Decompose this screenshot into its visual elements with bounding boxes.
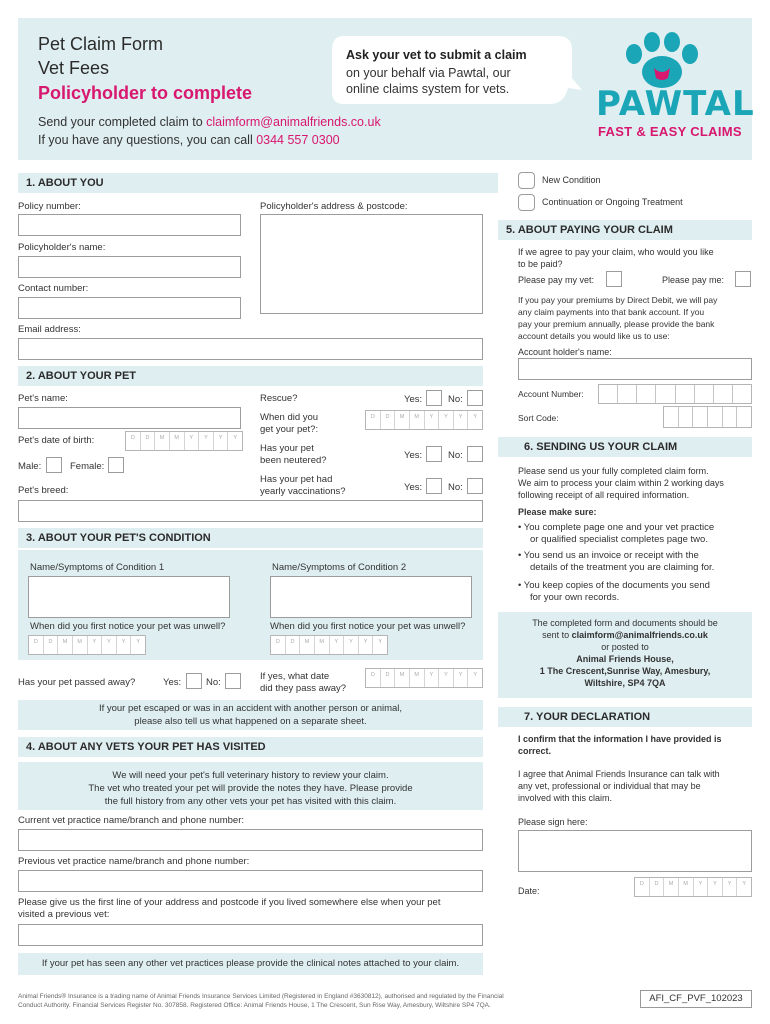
n1-y4: Y [136,639,141,645]
email-label: Email address: [18,324,81,335]
dob-y2: Y [199,432,214,450]
bullet-2-b: details of the treatment you are claiming for. [530,562,715,573]
account-number-input[interactable] [598,384,752,404]
when-got-date[interactable] [365,410,483,430]
postal-panel [498,612,752,698]
dob-y1: Y [185,432,200,450]
got-m2: M [410,411,425,429]
dd-text-4: account details you would like us to use: [518,331,670,341]
section-6-header: 6. SENDING US YOUR CLAIM [498,437,752,457]
contact-label: Contact number: [18,283,89,294]
other-address-label-2: visited a previous vet: [18,909,110,920]
footer-line-2: Conduct Authority. Financial Services Register No. 307858. Registered Office: Animal Friends House, 1 The Crescent, Sun Rise Way, Amesbury, Wiltshire SP4 7QA. [18,1002,491,1009]
pa-y4: Y [473,672,478,678]
other-address-label-1: Please give us the first line of your address and postcode if you lived somewhere else when your pet [18,897,441,908]
rescue-no-label: No: [448,394,463,405]
new-condition-checkbox[interactable] [518,172,535,189]
footer-legal [18,992,618,1010]
confirm-text-2: correct. [518,746,552,756]
dd-y1: Y [694,878,709,896]
female-label: Female: [70,461,105,472]
phone-number[interactable]: 0344 557 0300 [256,133,340,147]
n1-y1: Y [88,636,103,654]
dd-m1: M [664,878,679,896]
pay-question-2: to be paid? [518,259,563,269]
n2-d2: D [286,636,301,654]
got-y2: Y [439,411,454,429]
pa-y2: Y [439,669,454,687]
paw-icon [612,32,712,90]
breed-input[interactable] [18,500,483,522]
if-yes-label-2: did they pass away? [260,683,347,694]
name-input[interactable] [18,256,241,278]
current-vet-input[interactable] [18,829,483,851]
section-5-header: 5. ABOUT PAYING YOUR CLAIM [498,220,752,240]
dob-y4: Y [233,435,238,441]
section-3-header: 3. ABOUT YOUR PET'S CONDITION [18,528,483,548]
vacc-yes-checkbox[interactable] [426,478,442,494]
neutered-no-label: No: [448,450,463,461]
bullet-1: • You complete page one and your vet practice [518,522,715,533]
dd-text-3: pay your premium annually, please provide the bank [518,319,715,329]
notice-2-label: When did you first notice your pet was unwell? [270,621,466,632]
got-y4: Y [473,414,478,420]
pet-dob-date[interactable] [125,431,243,451]
new-condition-label: New Condition [542,175,601,185]
n1-d2: D [44,636,59,654]
account-number-label: Account Number: [518,389,584,399]
escaped-note [18,700,483,730]
pa-m2: M [410,669,425,687]
notice-2-date[interactable] [270,635,388,655]
form-subtitle: Vet Fees [38,58,110,78]
notice-1-date[interactable] [28,635,146,655]
holder-label: Account holder's name: [518,347,612,357]
agree-text-2: any vet, professional or individual that may be [518,781,701,791]
n2-y3: Y [359,636,374,654]
send-text-2: We aim to process your claim within 2 working days [518,478,724,488]
sent-email-link[interactable]: claimform@animalfriends.co.uk [571,630,708,640]
neutered-yes-label: Yes: [404,450,423,461]
address-line-3: Wiltshire, SP4 7QA [584,678,666,688]
clinical-note: If your pet has seen any other vet practices please provide the clinical notes attached to your claim. [18,953,483,975]
n1-y3: Y [117,636,132,654]
pay-me-label: Please pay me: [662,275,725,285]
passed-yes-checkbox[interactable] [186,673,202,689]
sort-digit [664,407,679,427]
declaration-date[interactable] [634,877,752,897]
current-vet-label: Current vet practice name/branch and phone number: [18,815,245,826]
dd-m2: M [679,878,694,896]
pawtal-tagline: FAST & EASY CLAIMS [598,124,742,139]
bubble-heading: Ask your vet to submit a claim [346,48,527,62]
sign-label: Please sign here: [518,817,588,827]
agree-text-1: I agree that Animal Friends Insurance can talk with [518,769,720,779]
questions-line [38,133,340,147]
pa-m1: M [395,669,410,687]
n2-y1: Y [330,636,345,654]
passed-no-label: No: [206,677,221,688]
escaped-note-2: please also tell us what happened on a separate sheet. [134,716,367,727]
dd-d1: D [635,878,650,896]
when-got-label-1: When did you [260,412,319,423]
bullet-3: • You keep copies of the documents you send [518,580,710,591]
vet-note-3: the full history from any other vets your pet has visited with this claim. [104,796,397,807]
dob-d1: D [126,432,141,450]
n2-m2: M [315,636,330,654]
acct-digit [656,385,675,403]
male-label: Male: [18,461,42,472]
dd-text-1: If you pay your premiums by Direct Debit, we will pay [518,295,718,305]
vet-history-note [18,762,483,810]
dd-d2: D [650,878,665,896]
address-line-1: Animal Friends House, [576,654,674,664]
pay-question-1: If we agree to pay your claim, who would you like [518,247,714,257]
form-title: Pet Claim Form [38,34,164,54]
notice-1-label: When did you first notice your pet was unwell? [30,621,226,632]
neutered-label-1: Has your pet [260,443,314,454]
vacc-no-checkbox[interactable] [467,478,483,494]
holder-input[interactable] [518,358,752,380]
policy-number-label: Policy number: [18,201,81,212]
rescue-yes-checkbox[interactable] [426,390,442,406]
got-m1: M [395,411,410,429]
vet-note-1: We will need your pet's full veterinary history to review your claim. [112,770,389,781]
other-address-input[interactable] [18,924,483,946]
n1-d1: D [29,636,44,654]
neutered-label-2: been neutered? [260,455,327,466]
n2-m1: M [300,636,315,654]
policy-number-input[interactable] [18,214,241,236]
name-label: Policyholder's name: [18,242,106,253]
pet-name-input[interactable] [18,407,241,429]
email-input[interactable] [18,338,483,360]
dd-y4: Y [742,881,747,887]
agree-text-3: involved with this claim. [518,793,613,803]
date-label: Date: [518,886,540,896]
acct-digit [676,385,695,403]
if-yes-label-1: If yes, what date [260,671,330,682]
section-1-header: 1. ABOUT YOU [18,173,498,193]
acct-digit [637,385,656,403]
got-y3: Y [454,411,469,429]
breed-label: Pet's breed: [18,485,69,496]
send-prefix: Send your completed claim to [38,115,207,129]
sent-line-1: The completed form and documents should be [532,618,718,628]
n1-m1: M [58,636,73,654]
section-7-header: 7. YOUR DECLARATION [498,707,752,727]
condition-2-input[interactable] [270,576,472,618]
previous-vet-label: Previous vet practice name/branch and phone number: [18,856,250,867]
sort-digit [723,407,738,427]
form-audience: Policyholder to complete [38,83,253,103]
make-sure-label: Please make sure: [518,507,597,517]
bullet-2: • You send us an invoice or receipt with the [518,550,699,561]
address-label: Policyholder's address & postcode: [260,201,408,212]
pay-me-checkbox[interactable] [735,271,751,287]
condition-1-label: Name/Symptoms of Condition 1 [30,562,165,573]
questions-prefix: If you have any questions, you can call [38,133,257,147]
dob-m2: M [170,432,185,450]
passed-away-date[interactable] [365,668,483,688]
send-text-3: following receipt of all required information. [518,490,690,500]
address-input[interactable] [260,214,483,314]
pawtal-logo-text: PAWTAL [596,84,755,124]
vacc-no-label: No: [448,482,463,493]
or-post: or posted to [601,642,649,652]
form-code: AFI_CF_PVF_102023 [640,990,752,1008]
vacc-yes-label: Yes: [404,482,423,493]
signature-input[interactable] [518,830,752,872]
n2-d1: D [271,636,286,654]
dd-y3: Y [723,878,738,896]
claim-email-link[interactable]: claimform@animalfriends.co.uk [206,115,381,129]
confirm-text-1: I confirm that the information I have provided is [518,734,722,744]
acct-digit [599,385,618,403]
neutered-yes-checkbox[interactable] [426,446,442,462]
male-checkbox[interactable] [46,457,62,473]
neutered-no-checkbox[interactable] [467,446,483,462]
female-checkbox[interactable] [108,457,124,473]
rescue-yes-label: Yes: [404,394,423,405]
bubble-line-2: online claims system for vets. [346,82,510,96]
sent-line-2 [498,629,752,641]
n1-m2: M [73,636,88,654]
vacc-label-1: Has your pet had [260,474,333,485]
sort-code-input[interactable] [663,406,752,428]
n1-y2: Y [102,636,117,654]
pet-name-label: Pet's name: [18,393,68,404]
vet-note-2: The vet who treated your pet will provide the notes they have. Please provide [88,783,413,794]
continuation-label: Continuation or Ongoing Treatment [542,197,683,207]
contact-input[interactable] [18,297,241,319]
pa-d2: D [381,669,396,687]
rescue-label: Rescue? [260,393,298,404]
pay-vet-label: Please pay my vet: [518,275,595,285]
send-line [38,115,381,129]
sort-digit [708,407,723,427]
pa-y1: Y [425,669,440,687]
dob-y3: Y [214,432,229,450]
bullet-2-a: You send us an invoice or receipt with the [523,550,699,561]
passed-no-checkbox[interactable] [225,673,241,689]
n2-y2: Y [344,636,359,654]
got-d2: D [381,411,396,429]
bullet-1-b: or qualified specialist completes page two. [530,534,708,545]
sort-digit [679,407,694,427]
when-got-label-2: get your pet?: [260,424,319,435]
sort-code-label: Sort Code: [518,413,559,423]
rescue-no-checkbox[interactable] [467,390,483,406]
bullet-3-a: You keep copies of the documents you send [523,580,710,591]
condition-1-input[interactable] [28,576,230,618]
got-d1: D [366,411,381,429]
sort-digit [737,407,751,427]
section-4-header: 4. ABOUT ANY VETS YOUR PET HAS VISITED [18,737,483,757]
pa-d1: D [366,669,381,687]
passed-away-label: Has your pet passed away? [18,677,136,688]
condition-2-label: Name/Symptoms of Condition 2 [272,562,407,573]
dob-m1: M [155,432,170,450]
dd-text-2: any claim payments into that bank account. If you [518,307,705,317]
vacc-label-2: yearly vaccinations? [260,486,346,497]
previous-vet-input[interactable] [18,870,483,892]
acct-digit [618,385,637,403]
bullet-1-a: You complete page one and your vet practice [523,522,715,533]
footer-line-1: Animal Friends® Insurance is a trading name of Animal Friends Insurance Services Limited (Registered in England #3630812), authorised and regulated by the Financial [18,993,504,1000]
bullet-3-b: for your own records. [530,592,620,603]
got-y1: Y [425,411,440,429]
sort-digit [693,407,708,427]
n2-y4: Y [378,639,383,645]
sent-prefix: sent to [542,630,572,640]
pay-vet-checkbox[interactable] [606,271,622,287]
section-2-header: 2. ABOUT YOUR PET [18,366,483,386]
passed-yes-label: Yes: [163,677,182,688]
acct-digit [733,385,751,403]
pa-y3: Y [454,669,469,687]
pet-dob-label: Pet's date of birth: [18,435,95,446]
continuation-checkbox[interactable] [518,194,535,211]
escaped-note-1: If your pet escaped or was in an accident with another person or animal, [98,703,403,714]
address-line-2: 1 The Crescent,Sunrise Way, Amesbury, [539,666,711,676]
acct-digit [695,385,714,403]
send-text-1: Please send us your fully completed claim form. [518,466,709,476]
acct-digit [714,385,733,403]
dd-y2: Y [708,878,723,896]
bubble-line-1: on your behalf via Pawtal, our [346,66,511,80]
dob-d2: D [141,432,156,450]
